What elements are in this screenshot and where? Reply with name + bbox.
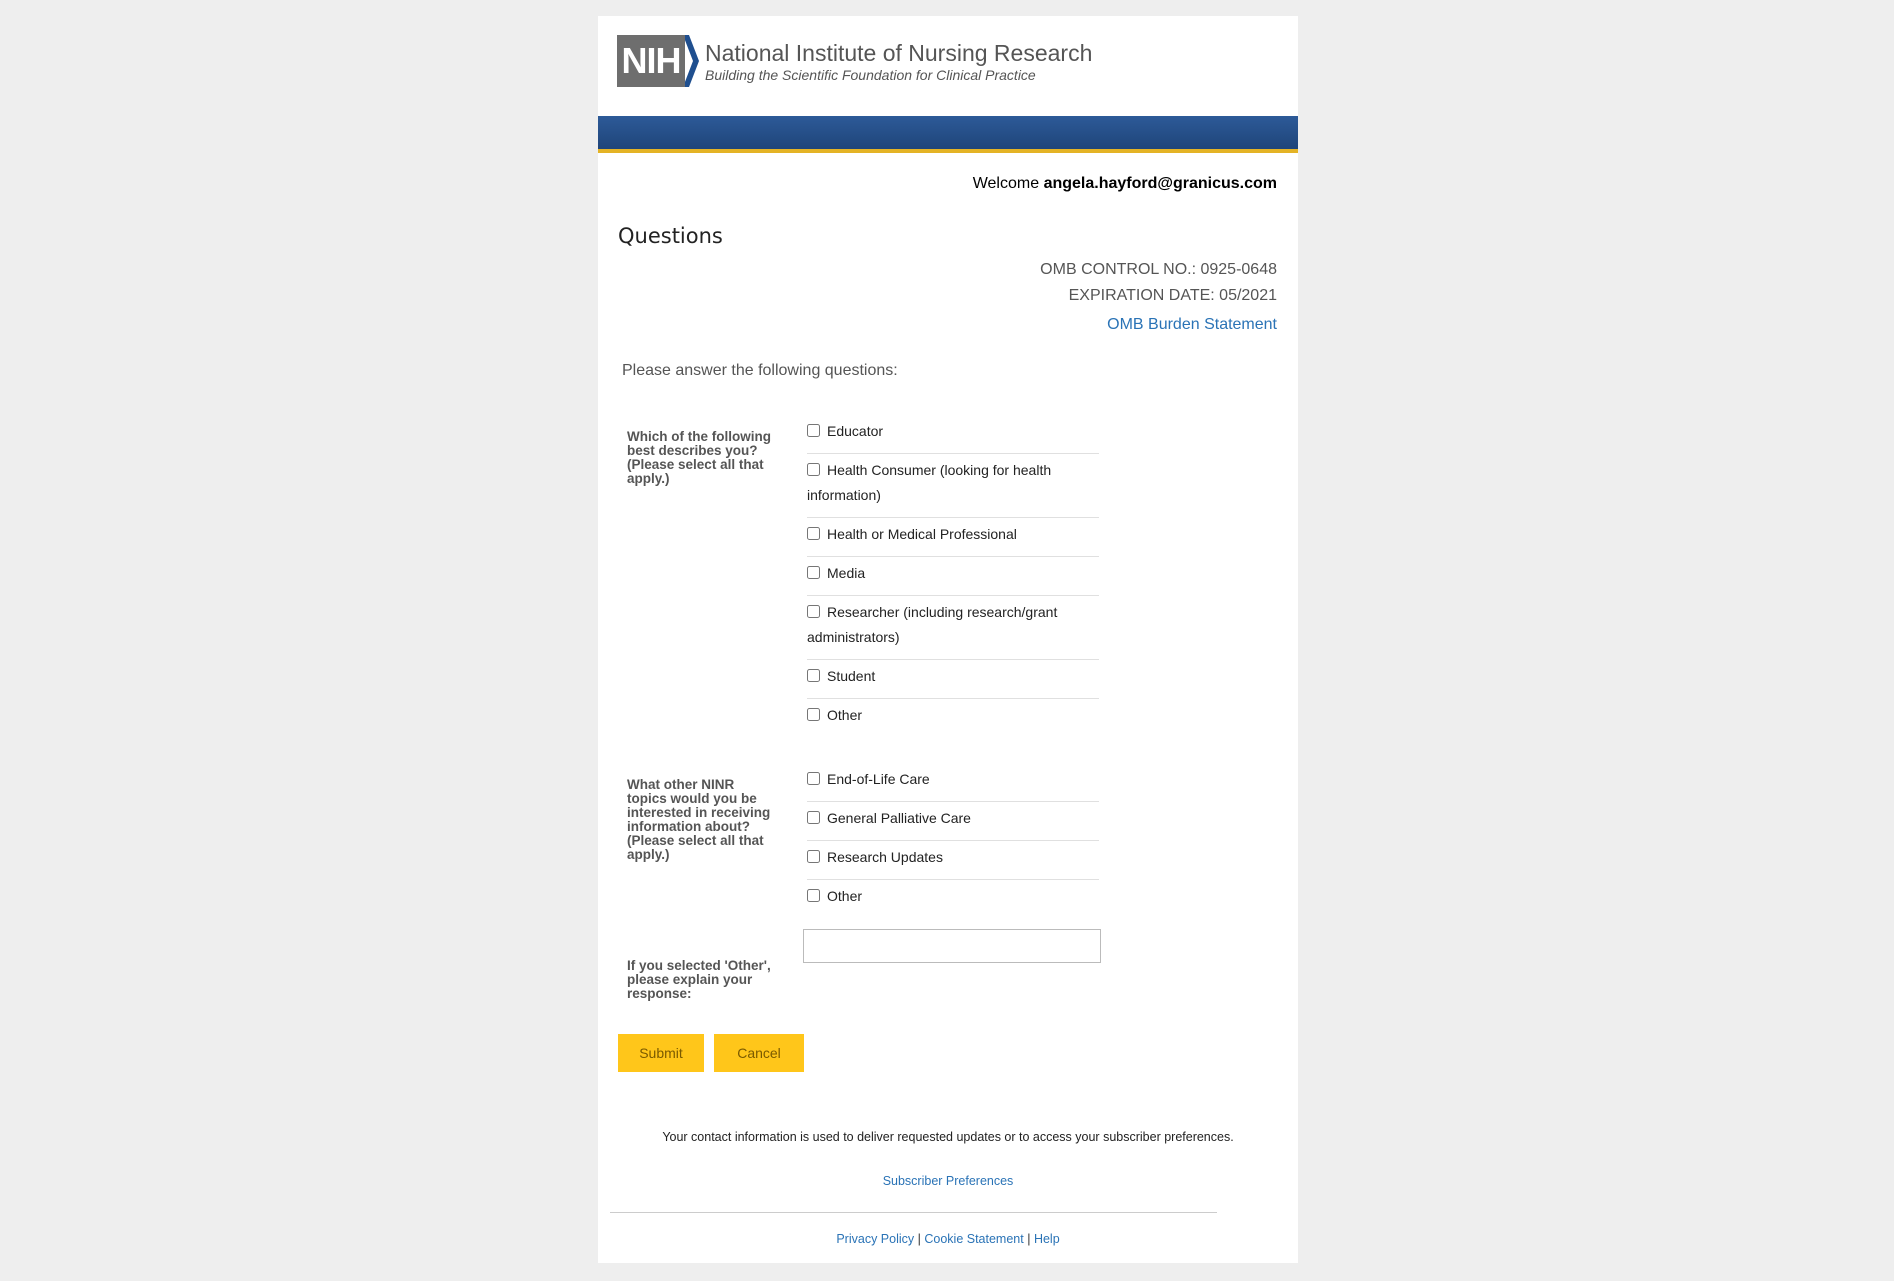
other-explanation-input[interactable]	[803, 929, 1101, 963]
welcome-user: angela.hayford@granicus.com	[1043, 175, 1277, 192]
checkbox[interactable]	[807, 463, 820, 476]
option-media[interactable]	[807, 557, 1099, 596]
help-link[interactable]: Help	[1033, 1232, 1060, 1246]
option-label: General Palliative Care	[827, 810, 971, 826]
footer-divider	[610, 1212, 1217, 1213]
chevron-logo-icon	[683, 35, 699, 87]
privacy-policy-link[interactable]: Privacy Policy	[836, 1232, 915, 1246]
option-label: Media	[827, 565, 866, 581]
omb-control-number: OMB CONTROL NO.: 0925-0648	[1040, 261, 1277, 278]
option-label: Student	[827, 668, 876, 684]
checkbox[interactable]	[807, 850, 820, 863]
intro-text: Please answer the following questions:	[622, 362, 898, 379]
option-label: Educator	[827, 423, 884, 439]
checkbox[interactable]	[807, 708, 820, 721]
welcome-message	[973, 175, 1277, 193]
option-other[interactable]	[807, 699, 1099, 737]
option-label: End-of-Life Care	[827, 771, 930, 787]
option-student[interactable]	[807, 660, 1099, 699]
page-container	[598, 16, 1298, 1263]
cancel-button[interactable]: Cancel	[714, 1034, 804, 1072]
welcome-prefix: Welcome	[972, 175, 1040, 192]
subscriber-preferences-link[interactable]: Subscriber Preferences	[882, 1174, 1014, 1188]
option-label: Other	[827, 888, 863, 904]
checkbox[interactable]	[807, 811, 820, 824]
option-research-updates[interactable]	[807, 841, 1099, 880]
option-label: Health or Medical Professional	[827, 526, 1017, 542]
option-label: Research Updates	[827, 849, 943, 865]
checkbox[interactable]	[807, 424, 820, 437]
option-general-palliative-care[interactable]	[807, 802, 1099, 841]
option-educator[interactable]	[807, 415, 1099, 454]
question-options	[807, 763, 1099, 918]
nih-logo-mark: NIH	[617, 35, 685, 87]
omb-info	[1040, 257, 1277, 309]
checkbox[interactable]	[807, 566, 820, 579]
option-label: Researcher (including research/grant administrators)	[807, 604, 1058, 645]
org-text	[705, 40, 1092, 83]
option-other[interactable]	[807, 880, 1099, 918]
checkbox[interactable]	[807, 889, 820, 902]
question-label: Which of the following best describes you? (Please select all that apply.)	[627, 429, 771, 486]
submit-button[interactable]: Submit	[618, 1034, 704, 1072]
omb-expiration-date: EXPIRATION DATE: 05/2021	[1068, 287, 1277, 304]
separator: |	[917, 1232, 921, 1246]
header	[598, 16, 1298, 116]
checkbox[interactable]	[807, 605, 820, 618]
option-label: Other	[827, 707, 863, 723]
option-health-consumer[interactable]	[807, 454, 1099, 518]
option-end-of-life-care[interactable]	[807, 763, 1099, 802]
question-label: If you selected 'Other', please explain your response:	[627, 958, 771, 1001]
contact-info-note: Your contact information is used to deliver requested updates or to access your subscriber preferences.	[662, 1130, 1234, 1144]
checkbox[interactable]	[807, 527, 820, 540]
header-band	[598, 116, 1298, 153]
separator: |	[1027, 1232, 1031, 1246]
option-researcher[interactable]	[807, 596, 1099, 660]
nih-logo[interactable]	[617, 35, 1092, 87]
option-health-medical-professional[interactable]	[807, 518, 1099, 557]
cookie-statement-link[interactable]: Cookie Statement	[924, 1232, 1024, 1246]
org-tagline: Building the Scientific Foundation for Clinical Practice	[705, 66, 1036, 83]
org-name: National Institute of Nursing Research	[705, 39, 1093, 66]
checkbox[interactable]	[807, 669, 820, 682]
option-label: Health Consumer (looking for health information)	[807, 462, 1052, 503]
question-label: What other NINR topics would you be interested in receiving information about? (Please select all that apply.)	[627, 777, 771, 862]
checkbox[interactable]	[807, 772, 820, 785]
footer-links	[598, 1232, 1298, 1246]
question-options	[807, 415, 1099, 737]
page-title: Questions	[618, 224, 723, 248]
omb-burden-statement-link[interactable]: OMB Burden Statement	[1107, 316, 1277, 333]
